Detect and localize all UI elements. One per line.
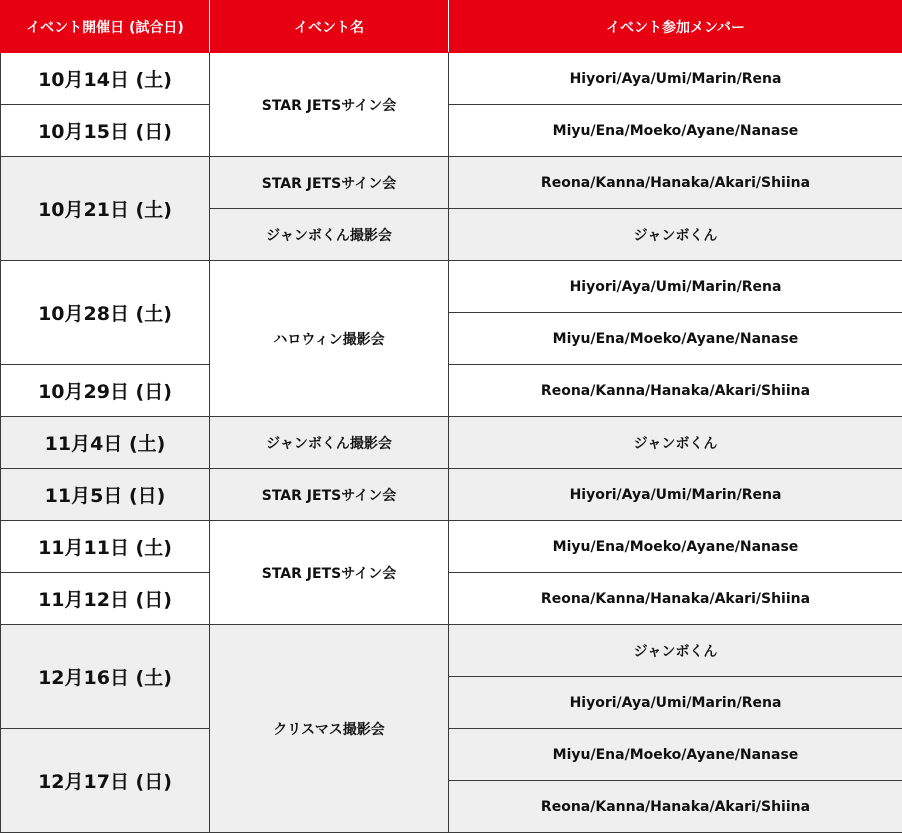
event-name-cell: ジャンボくん撮影会	[210, 209, 449, 261]
date-cell: 12月16日 (土)	[1, 625, 210, 729]
member-cell: Reona/Kanna/Hanaka/Akari/Shiina	[449, 573, 902, 625]
date-cell: 10月15日 (日)	[1, 105, 210, 157]
member-cell: Miyu/Ena/Moeko/Ayane/Nanase	[449, 729, 902, 781]
table-row	[1, 105, 902, 157]
date-cell: 11月4日 (土)	[1, 417, 210, 469]
date-cell: 10月14日 (土)	[1, 53, 210, 105]
date-cell: 11月12日 (日)	[1, 573, 210, 625]
table-row	[1, 261, 902, 313]
event-name-cell: クリスマス撮影会	[210, 625, 449, 833]
date-cell: 10月28日 (土)	[1, 261, 210, 365]
member-cell: Hiyori/Aya/Umi/Marin/Rena	[449, 261, 902, 313]
table-row	[1, 625, 902, 677]
table-row	[1, 157, 902, 209]
member-cell: Miyu/Ena/Moeko/Ayane/Nanase	[449, 105, 902, 157]
table-row	[1, 417, 902, 469]
member-cell: Hiyori/Aya/Umi/Marin/Rena	[449, 53, 902, 105]
member-cell: Hiyori/Aya/Umi/Marin/Rena	[449, 677, 902, 729]
member-cell: Reona/Kanna/Hanaka/Akari/Shiina	[449, 781, 902, 833]
table-row	[1, 365, 902, 417]
header-date: イベント開催日 (試合日)	[1, 1, 210, 53]
date-cell: 10月21日 (土)	[1, 157, 210, 261]
date-cell: 10月29日 (日)	[1, 365, 210, 417]
table-row	[1, 521, 902, 573]
event-name-cell: STAR JETSサイン会	[210, 521, 449, 625]
member-cell: ジャンボくん	[449, 417, 902, 469]
member-cell: Miyu/Ena/Moeko/Ayane/Nanase	[449, 521, 902, 573]
event-name-cell: STAR JETSサイン会	[210, 157, 449, 209]
member-cell: Miyu/Ena/Moeko/Ayane/Nanase	[449, 313, 902, 365]
member-cell: ジャンボくん	[449, 209, 902, 261]
date-cell: 12月17日 (日)	[1, 729, 210, 833]
header-row	[1, 1, 902, 53]
event-name-cell: STAR JETSサイン会	[210, 53, 449, 157]
date-cell: 11月5日 (日)	[1, 469, 210, 521]
table-row	[1, 729, 902, 781]
event-name-cell: STAR JETSサイン会	[210, 469, 449, 521]
member-cell: ジャンボくん	[449, 625, 902, 677]
event-name-cell: ハロウィン撮影会	[210, 261, 449, 417]
event-name-cell: ジャンボくん撮影会	[210, 417, 449, 469]
member-cell: Reona/Kanna/Hanaka/Akari/Shiina	[449, 157, 902, 209]
date-cell: 11月11日 (土)	[1, 521, 210, 573]
member-cell: Hiyori/Aya/Umi/Marin/Rena	[449, 469, 902, 521]
table-row	[1, 573, 902, 625]
table-row	[1, 469, 902, 521]
member-cell: Reona/Kanna/Hanaka/Akari/Shiina	[449, 365, 902, 417]
table-row	[1, 53, 902, 105]
header-members: イベント参加メンバー	[449, 1, 902, 53]
header-event-name: イベント名	[210, 1, 449, 53]
